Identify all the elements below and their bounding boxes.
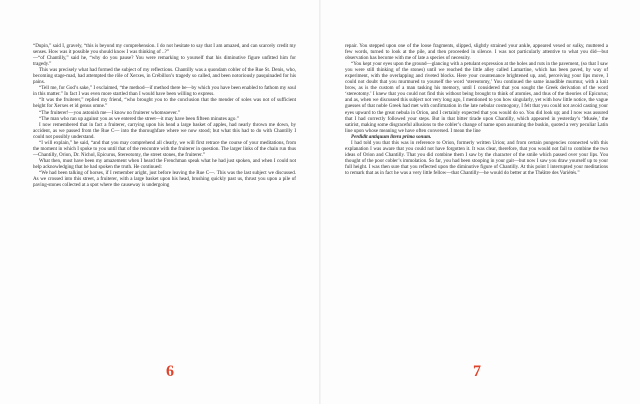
left-page-text — [33, 43, 296, 188]
page-number: 6 — [166, 363, 174, 380]
paragraph: I had told you that this was in reference to Orion, formerly written Urion; and from certain pungencies connected with this explanation I was aware that you could not have forgotten it. It was clear, therefore, that you would not fail to combine the two ideas of Orion and Chantilly. That you did combine them I saw by the character of the smile which passed over your lips. You thought of the poor cobler’s immolation. So far, you had been stooping in your gait—but now I saw you draw yourself up to your full height. I was then sure that you reflected upon the diminutive figure of Chantilly. At this point I interrupted your meditations to remark that as in fact he was a very little fellow—that Chantilly—he would do better at the Théâtre des Variétés.” — [345, 139, 608, 176]
paragraph: “Tell me, for God’s sake,” I exclaimed, “the method—if method there be—by which you have been enabled to fathom my soul in this matter.” In fact I was even more startled than I would have been willing to express. — [33, 85, 296, 98]
latin-quote: Perdidit antiquum litera prima sonum. — [351, 133, 432, 140]
paragraph: This was precisely what had formed the subject of my reflections. Chantilly was a quondam cobler of the Rue St. Denis, who, becoming stage-mad, had attempted the rôle of Xerxes, in Crébillon’s tragedy so called, and been notoriously pasquinaded for his pains. — [33, 67, 296, 86]
paragraph: repair. You stepped upon one of the loose fragments, slipped, slightly strained your ankle, appeared vexed or sulky, muttered a few words, turned to look at the pile, and then proceeded in silence. I was not particularly attentive to what you did—but observation has become with me of late a species of necessity. — [345, 43, 608, 62]
paragraph: “I will explain,” he said, “and that you may comprehend all clearly, we will first retrace the course of your meditations, from the moment in which I spoke to you until that of the rencontre with the fruiterer in question. The larger links of the chain run thus—Chantilly, Orion, Dr. Nichol, Epicurus, Stereotomy, the street stones, the fruiterer.” — [33, 139, 296, 158]
paragraph: I now remembered that in fact a fruiterer, carrying upon his head a large basket of apples, had nearly thrown me down, by accident, as we passed from the Rue C— into the thoroughfare where we now stood; but what this had to do with Chantilly I could not possibly understand. — [33, 121, 296, 140]
paragraph: “It was the fruiterer,” replied my friend, “who brought you to the conclusion that the mender of soles was not of sufficient height for Xerxes et id genus omne.” — [33, 97, 296, 110]
paragraph: —“of Chantilly,” said he, “why do you pause? You were remarking to yourself that his diminutive figure unfitted him for tragedy.” — [33, 55, 296, 68]
right-page-text — [345, 43, 608, 176]
right-page — [320, 0, 640, 404]
page-number: 7 — [473, 363, 481, 380]
paragraph: “You kept your eyes upon the ground—glancing with a petulant expression at the holes and ruts in the pavement, (so that I saw you were still thinking of the stones) until we reached the little alley called Lamartine, which has been paved, by way of experiment, with the overlapping and riveted blocks. Here your countenance brightened up, and, perceiving your lips move, I could not doubt that you murmured to yourself the word ‘stereotomy,’ You continued the same inaudible murmur, with a knit brow, as is the custom of a man tasking his memory, until I considered that you sought the Greek derivation of the word ‘stereotomy.’ I knew that you could not find this without being brought to think of atomies, and thus of the theories of Epicurus; and as, when we discussed this subject not very long ago, I mentioned to you how singularly, yet with how little notice, the vague guesses of that noble Greek had met with confirmation in the late nebular cosmogony, I felt that you could not avoid casting your eyes upward to the great nebula in Orion, and I certainly expected that you would do so. You did look up; and I now was assured that I had correctly followed your steps. But in that bitter tirade upon Chantilly, which appeared in yesterday’s ‘Musée,’ the satirist, making some disgraceful allusions to the cobler’s change of name upon assuming the buskin, quoted a very peculiar Latin line upon whose meaning we have often conversed. I mean the line — [345, 61, 608, 134]
paragraph: “Dupin,” said I, gravely, “this is beyond my comprehension. I do not hesitate to say that I am amazed, and can scarcely credit my senses. How was it possible you should know I was thinking of ..?” — [33, 43, 296, 56]
paragraph: “The man who ran up against you as we entered the street—it may have been fifteen minutes ago.” — [39, 115, 239, 122]
paragraph: What then, must have been my amazement when I heard the Frenchman speak what he had just spoken, and when I could not help acknowledging that he had spoken the truth. He continued: — [33, 157, 296, 170]
paragraph: “The fruiterer!—you astonish me—I know no fruiterer whomsoever.” — [39, 109, 180, 116]
paragraph: “We had been talking of horses, if I remember aright, just before leaving the Rue C—. This was the last subject we discussed. As we crossed into this street, a fruiterer, with a large basket upon his head, brushing quickly past us, thrust you upon a pile of paving-stones collected at a spot where the causeway is undergoing — [33, 169, 296, 189]
